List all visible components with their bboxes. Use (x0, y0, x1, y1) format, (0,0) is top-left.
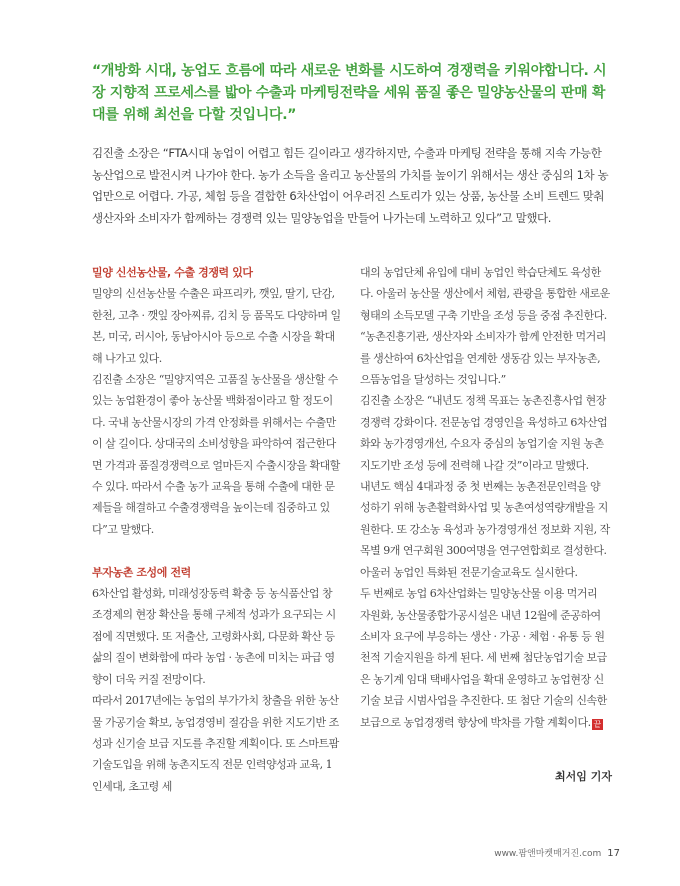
body-paragraph: 김진출 소장은 “밀양지역은 고품질 농산물을 생산할 수 있는 농업환경이 좋아 농산물 백화점이라고 할 정도이다. 국내 농산물시장의 가격 안정화를 위해서는 수출만이 살 길이다. 상대국의 소비성향을 파악하여 접근한다면 가격과 품질경쟁력으로 얼마든지 수출시장을 확대할 수 있다. 따라서 수출 농가 교육을 통해 수출에 대한 문제들을 해결하고 수출경쟁력을 높이는데 집중하고 있다”고 말했다. (92, 373, 340, 536)
body-paragraph: 밀양의 신선농산물 수출은 파프리카, 깻잎, 딸기, 단감, 한천, 고추 · 깻잎 장아찌류, 김치 등 품목도 다양하며 일본, 미국, 러시아, 동남아시아 등으로 수출 시장을 확대해 나가고 있다. (92, 287, 341, 365)
body-paragraph: “농촌진흥기관, 생산자와 소비자가 함께 안전한 먹거리를 생산하여 6차산업을 연계한 생동감 있는 부자농촌, 으뜸농업을 달성하는 것입니다.” (360, 330, 606, 387)
right-column (360, 262, 610, 733)
body-paragraph: 김진출 소장은 “내년도 정책 목표는 농촌진흥사업 현장 경쟁력 강화이다. 전문농업 경영인을 육성하고 6차산업화와 농가경영개선, 수요자 중심의 농업기술 지원 농촌지도기반 조성 등에 전력해 나갈 것”이라고 말했다. (360, 394, 608, 472)
body-paragraph: 따라서 2017년에는 농업의 부가가치 창출을 위한 농산물 가공기술 확보, 농업경영비 절감을 위한 지도기반 조성과 신기술 보급 지도를 추진할 계획이다. 또 스마트팜 기술도입을 위해 농촌지도직 전문 인력양성과 교육, 1인세대, 초고령 세 (92, 694, 339, 793)
intro-paragraph: 김진출 소장은 “FTA시대 농업이 어렵고 힘든 길이라고 생각하지만, 수출과 마케팅 전략을 통해 지속 가능한 농산업으로 발전시켜 나가야 한다. 농가 소득을 올리고 농산물의 가치를 높이기 위해서는 생산 중심의 1차 농업만으로 어렵다. 가공, 체험 등을 결합한 6차산업이 어우러진 스토리가 있는 상품, 농산물 소비 트렌드 맞춰 생산자와 소비자가 함께하는 경쟁력 있는 밀양농업을 만들어 나가는데 노력하고 있다”고 말했다. (92, 146, 609, 225)
footer-url: www.팜앤마켓매거진.com (494, 849, 602, 859)
section-heading-rich-village: 부자농촌 조성에 전력 (92, 565, 191, 579)
reporter-byline: 최서임 기자 (555, 770, 612, 783)
body-text: 두 번째로 농업 6차산업화는 밀양농산물 이용 먹거리 자원화, 농산물종합가공시설은 내년 12월에 준공하여 소비자 요구에 부응하는 생산 · 가공 · 체험 · 유통 등 원천적 기술지원을 하게 된다. 세 번째 첨단농업기술 보급은 농기계 임대 택배사업을 확대 운영하고 농업현장 신기술 보급 시범사업을 추진한다. 또 첨단 기술의 신속한 보급으로 농업경쟁력 향상에 박차를 가할 계획이다. (360, 587, 607, 729)
body-paragraph-final (360, 583, 610, 733)
section-heading-export: 밀양 신선농산물, 수출 경쟁력 있다 (92, 266, 253, 279)
article-end-mark: 끝 (593, 719, 601, 729)
pull-quote: “개방화 시대, 농업도 흐름에 따라 새로운 변화를 시도하여 경쟁력을 키워야합니다. 시장 지향적 프로세스를 밟아 수출과 마케팅전략을 세워 품질 좋은 밀양농산물의 판매 확대를 위해 최선을 다할 것입니다.” (92, 63, 607, 123)
body-paragraph: 6차산업 활성화, 미래성장동력 확충 등 농식품산업 창조경제의 현장 확산을 통해 구체적 성과가 요구되는 시점에 직면했다. 또 저출산, 고령화사회, 다문화 확산 등 삶의 질이 변화함에 따라 농업 · 농촌에 미치는 파급 영향이 더욱 커질 전망이다. (92, 587, 336, 686)
body-paragraph: 내년도 핵심 4대과정 중 첫 번째는 농촌전문인력을 양성하기 위해 농촌활력화사업 및 농촌여성역량개발을 지원한다. 또 강소농 육성과 농가경영개선 정보화 지원, 작목별 9개 연구회원 300여명을 연구연합회로 결성한다. 아울러 농업인 특화된 전문기술교육도 실시한다. (360, 480, 610, 579)
left-column (92, 262, 342, 797)
page-footer (494, 846, 620, 859)
body-paragraph: 대의 농업단체 유입에 대비 농업인 학습단체도 육성한다. 아울러 농산물 생산에서 체험, 관광을 통합한 새로운 형태의 소득모델 구축 기반을 조성 등을 중점 추진한다. (360, 266, 610, 322)
page-number: 17 (607, 848, 620, 859)
